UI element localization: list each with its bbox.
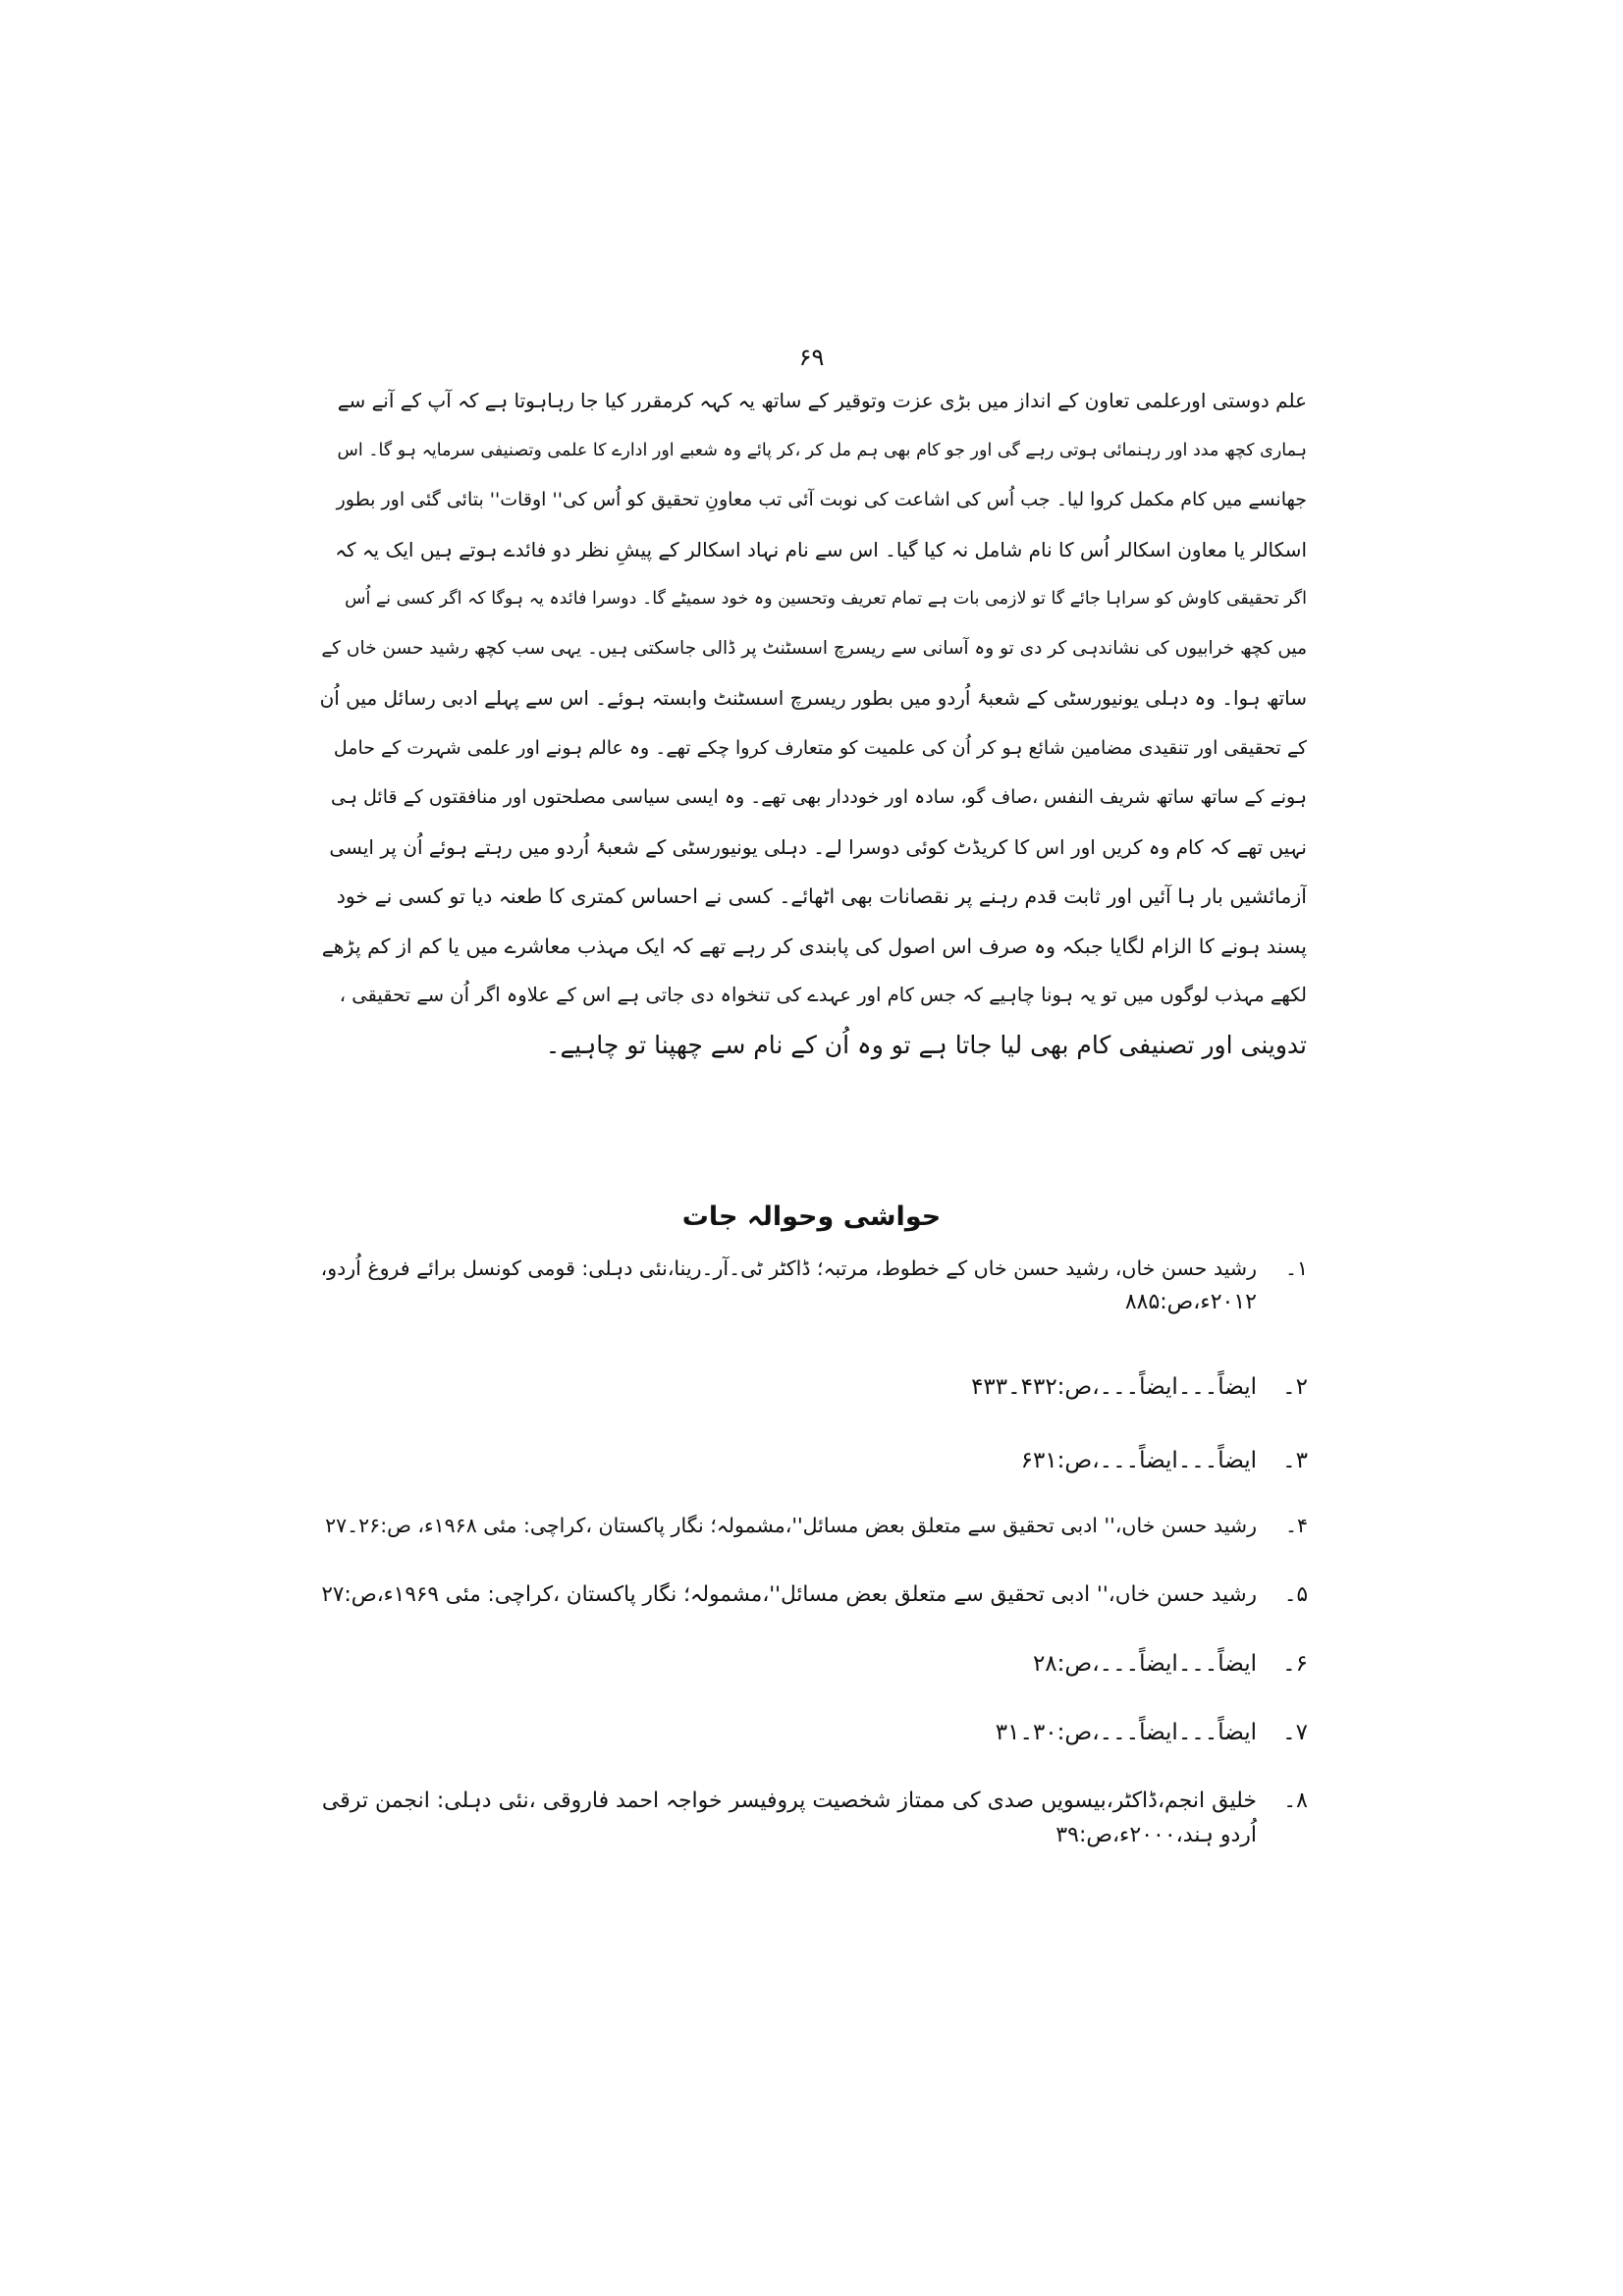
note-text: رشید حسن خاں،'' ادبی تحقیق سے متعلق بعض مسائل''،مشمولہ؛ نگار پاکستان ،کراچی: مئی ۱۹۶۸ء، ص:۲۶۔۲۷ [325, 1514, 1257, 1537]
note-text: رشید حسن خاں، رشید حسن خاں کے خطوط، مرتبہ؛ ڈاکٹر ٹی۔آر۔رینا،نئی دہلی: قومی کونسل برائے فروغ اُردو، [320, 1256, 1257, 1280]
page-number: ۶۹ [798, 344, 825, 371]
note-number: ۶۔ [1282, 1651, 1308, 1677]
note-text: ایضاً۔۔۔ایضاً۔۔۔،ص:۶۳۱ [1020, 1448, 1257, 1473]
note-text: ایضاً۔۔۔ایضاً۔۔۔،ص:۴۳۲۔۴۳۳ [971, 1374, 1257, 1400]
body-paragraph [319, 376, 1307, 1070]
note-text: ایضاً۔۔۔ایضاً۔۔۔،ص:۳۰۔۳۱ [995, 1720, 1257, 1745]
note-continuation: اُردو ہند،۲۰۰۰ء،ص:۳۹ [1055, 1823, 1257, 1847]
note-number: ۸۔ [1283, 1789, 1308, 1813]
note-item [314, 1582, 1308, 1607]
note-number: ۲۔ [1282, 1374, 1308, 1400]
body-line: پسند ہونے کا الزام لگایا جبکہ وہ صرف اس اصول کی پابندی کر رہے تھے کہ ایک مہذب معاشرے میں یا کم از کم پڑھے [321, 934, 1307, 958]
note-text: خلیق انجم،ڈاکٹر،بیسویں صدی کی ممتاز شخصیت پروفیسر خواجہ احمد فاروقی ،نئی دہلی: انجمن ترقی [321, 1789, 1257, 1813]
body-line: میں کچھ خرابیوں کی نشاندہی کر دی تو وہ آسانی سے ریسرچ اسسٹنٹ پر ڈالی جاسکتی ہیں۔ یہی سب کچھ رشید حسن خاں کے [321, 637, 1307, 659]
note-number: ۳۔ [1282, 1448, 1308, 1473]
note-item [314, 1448, 1308, 1473]
note-number: ۷۔ [1282, 1720, 1308, 1745]
body-line: اگر تحقیقی کاوش کو سراہا جائے گا تو لازمی بات ہے تمام تعریف وتحسین وہ خود سمیٹے گا۔ دوسرا فائدہ یہ ہوگا کہ اگر کسی نے اُس [345, 589, 1307, 609]
body-line: جھانسے میں کام مکمل کروا لیا۔ جب اُس کی اشاعت کی نوبت آئی تب معاونِ تحقیق کو اُس کی'' اوقات'' بتائی گئی اور بطور [336, 489, 1307, 510]
note-continuation: ۲۰۱۲ء،ص:۸۸۵ [1124, 1290, 1257, 1314]
note-text: رشید حسن خاں،'' ادبی تحقیق سے متعلق بعض مسائل''،مشمولہ؛ نگار پاکستان ،کراچی: مئی ۱۹۶۹ء،ص:۲۷ [321, 1582, 1257, 1607]
body-line: اسکالر یا معاون اسکالر اُس کا نام شامل نہ کیا گیا۔ اس سے نام نہاد اسکالر کے پیشِ نظر دو فائدے ہوتے ہیں ایک یہ کہ [335, 537, 1307, 561]
note-item [314, 1789, 1308, 1847]
notes-heading: حواشی وحوالہ جات [681, 1201, 942, 1232]
body-line: لکھے مہذب لوگوں میں تو یہ ہونا چاہیے کہ جس کام اور عہدے کی تنخواہ دی جاتی ہے اس کے علاوہ اگر اُن سے تحقیقی ، [339, 984, 1307, 1006]
note-number: ۴۔ [1284, 1514, 1308, 1537]
body-line: ہونے کے ساتھ ساتھ شریف النفس ،صاف گو، سادہ اور خوددار بھی تھے۔ وہ ایسی سیاسی مصلحتوں اور منافقتوں کے قائل ہی [331, 786, 1307, 808]
body-line: نہیں تھے کہ کام وہ کریں اور اس کا کریڈٹ کوئی دوسرا لے۔ دہلی یونیورسٹی کے شعبۂ اُردو میں رہتے ہوئے اُن پر ایسی [329, 834, 1307, 859]
body-line: ہماری کچھ مدد اور رہنمائی ہوتی رہے گی اور جو کام بھی ہم مل کر ،کر پائے وہ شعبے اور ادارے کا علمی وتصنیفی سرمایہ ہو گا۔ اس [337, 440, 1307, 460]
note-item [314, 1514, 1308, 1537]
body-line: آزمائشیں بار ہا آئیں اور ثابت قدم رہنے پر نقصانات بھی اٹھائے۔ کسی نے احساس کمتری کا طعنہ دیا تو کسی نے خود [336, 884, 1307, 908]
note-text: ایضاً۔۔۔ایضاً۔۔۔،ص:۲۸ [1032, 1651, 1257, 1677]
note-number: ۵۔ [1283, 1582, 1308, 1607]
note-number: ۱۔ [1284, 1256, 1308, 1280]
body-line: کے تحقیقی اور تنقیدی مضامین شائع ہو کر اُن کی علمیت کو متعارف کروا چکے تھے۔ وہ عالم ہونے اور علمی شہرت کے حامل [333, 736, 1307, 759]
body-line: تدوینی اور تصنیفی کام بھی لیا جاتا ہے تو وہ اُن کے نام سے چھپنا تو چاہیے۔ [545, 1030, 1307, 1059]
body-line: علم دوستی اورعلمی تعاون کے انداز میں بڑی عزت وتوقیر کے ساتھ یہ کہہ کرمقرر کیا جا رہاہوتا ہے کہ آپ کے آنے سے [337, 389, 1307, 412]
note-item [314, 1256, 1308, 1314]
note-item [314, 1651, 1308, 1677]
note-item [314, 1374, 1308, 1400]
body-line: ساتھ ہوا۔ وہ دہلی یونیورسٹی کے شعبۂ اُردو میں بطور ریسرچ اسسٹنٹ وابستہ ہوئے۔ اس سے پہلے ادبی رسائل میں اُن [319, 686, 1307, 710]
note-item [314, 1720, 1308, 1745]
